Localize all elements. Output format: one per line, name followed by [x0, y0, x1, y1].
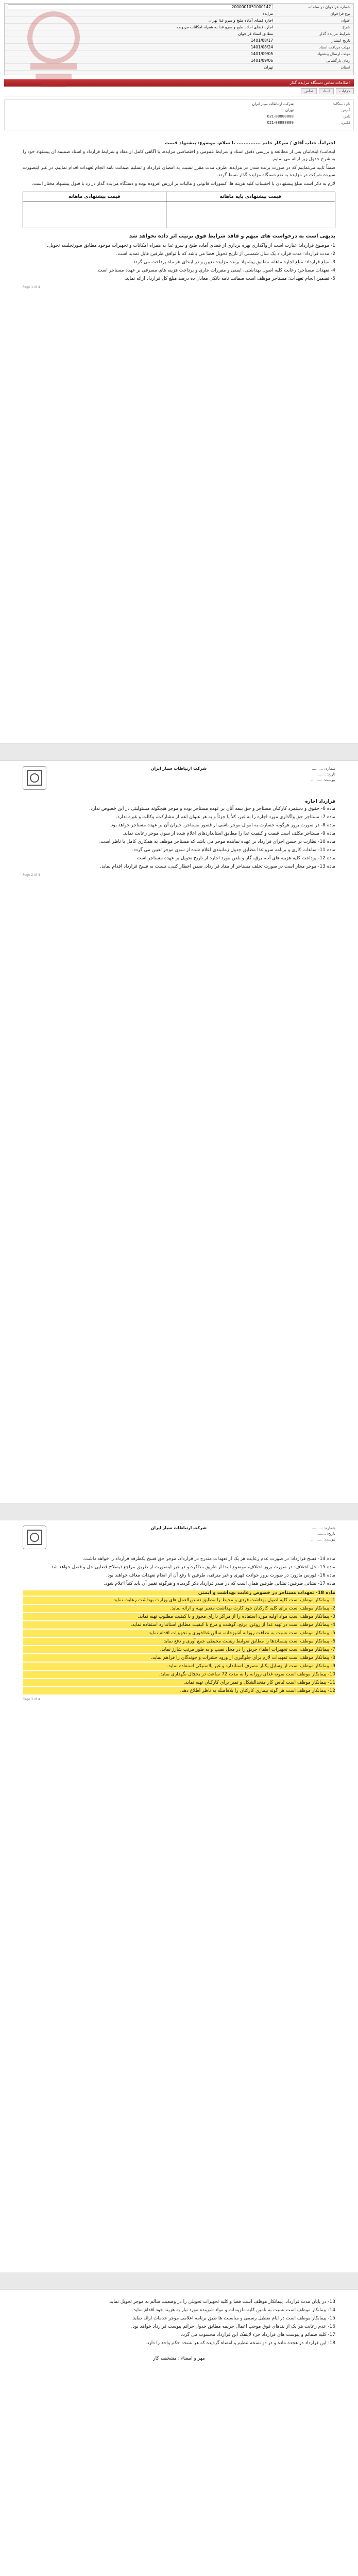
highlighted-clause: 2- پیمانکار موظف است برای کلیه کارکنان خود کارت بهداشت معتبر تهیه و ارائه نماید.: [23, 1605, 335, 1612]
form-value: 1401/08/17: [250, 38, 273, 43]
letterhead-meta: [311, 766, 335, 783]
highlighted-title: ماده 18- تعهدات مستاجر در خصوص رعایت بهداشت و ایمنی: [23, 1590, 335, 1596]
page-footer: Page 1 of 4: [23, 285, 40, 289]
page3-clause: ماده 14- فسخ قرارداد: در صورت عدم رعایت هر یک از تعهدات مندرج در قرارداد، موجر حق فسخ یکطرفه قرارداد را خواهد داشت.: [82, 1556, 335, 1562]
form-value: مزایده: [262, 11, 273, 16]
contact-row: [8, 108, 350, 114]
page4-clause: 18- این قرارداد در هجده ماده و در دو نسخه تنظیم و امضاء گردیده که هر نسخه حکم واحد را دارد.: [145, 2341, 335, 2346]
proposal-table: [23, 192, 335, 228]
tab-documents[interactable]: اسناد: [319, 88, 334, 94]
form-label: استان: [340, 64, 350, 70]
page4-clause: 14- پیمانکار موظف است نسبت به تامین کلیه ملزومات و مواد شوینده مورد نیاز به هزینه خود اقدام نماید.: [132, 2308, 335, 2313]
form-value: مطابق اسناد فراخوان: [238, 31, 273, 36]
highlighted-clause: 7- پیمانکار موظف است تجهیزات اطفاء حریق را در محل نصب و به طور مرتب شارژ نماید.: [23, 1646, 335, 1653]
tab-contact[interactable]: تماس: [301, 88, 317, 94]
contact-val: شرکت ارتباطات سیار ایران: [252, 102, 294, 106]
page1-paragraph: اینجانب/ اینجانبان پس از مطالعه و بررسی دقیق اسناد و شرایط عمومی و اختصاصی مزایده، با آگاهی کامل از مفاد و شرایط قرارداد و اسناد ضمیمه آن پیشنهاد خود را به شرح جدول زیر ارائه می نمایم.: [23, 149, 335, 162]
page2-clause: ماده 10- نظارت بر حسن اجرای قرارداد بر عهده نماینده موجر می باشد که مستاجر موظف به همکاری کامل با ناظر است.: [99, 839, 335, 844]
meta-line: تاریخ: ..........: [314, 772, 335, 776]
highlighted-clause: 11- پیمانکار موظف است لباس کار متحدالشکل و تمیز برای کارکنان تهیه نماید.: [23, 1679, 335, 1686]
meta-line: پیوست: ..........: [311, 1537, 335, 1541]
signature-line: مهر و امضاء : مشخصه کار: [153, 2356, 205, 2361]
meta-line: پیوست: ..........: [311, 778, 335, 782]
page1-clause: 2- مدت قرارداد: مدت قرارداد یک سال شمسی از تاریخ تحویل فضا می باشد که با توافق طرفین قابل تمدید است.: [116, 251, 335, 257]
contact-key: فکس:: [340, 121, 350, 125]
letterhead-meta: [311, 1526, 335, 1543]
highlighted-clause: 10- پیمانکار موظف است نمونه غذای روزانه را به مدت 72 ساعت در یخچال نگهداری نماید.: [23, 1671, 335, 1678]
contact-val: تهران: [285, 108, 294, 112]
page-footer: Page 3 of 4: [23, 1698, 40, 1701]
highlighted-clause: 5- پیمانکار موظف است نسبت به نظافت روزانه آشپزخانه، سالن غذاخوری و تجهیزات اقدام نماید.: [23, 1630, 335, 1637]
letterhead: [5, 761, 353, 792]
page2-title: قرارداد اجاره: [305, 799, 335, 804]
form-label: تاریخ انتشار: [331, 38, 350, 43]
contact-key: آدرس:: [340, 108, 350, 112]
proposal-cell-offer[interactable]: [23, 201, 166, 228]
page1-notice: بدیهی است به درخواست های مبهم و فاقد شرایط فوق ترتیب اثر داده نخواهد شد: [129, 233, 335, 239]
form-value[interactable]: 2000001051000147: [8, 4, 273, 9]
form-label: مهلت ارسال پیشنهاد: [317, 51, 350, 56]
org-logo: [23, 766, 46, 790]
proposal-cell-base[interactable]: [166, 201, 335, 228]
meta-line: تاریخ: ..........: [314, 1532, 335, 1536]
page2-clause: ماده 12- پرداخت کلیه هزینه های آب، برق، گاز و تلفن مورد اجاره از تاریخ تحویل بر عهده مستاجر است.: [135, 856, 335, 861]
page1-clause: 4- تعهدات مستاجر: رعایت کلیه اصول بهداشتی، ایمنی و مقررات جاری و پرداخت هزینه های مصرفی بر عهده مستاجر است.: [96, 268, 335, 273]
contact-row: [8, 114, 350, 121]
contact-key: تلفن:: [342, 114, 350, 118]
form-label: نوع فراخوان: [330, 11, 350, 16]
form-value: اجاره فضای آماده طبخ و سرو غذا به همراه امکانات مربوطه: [176, 24, 273, 29]
scan-page-2: [5, 761, 353, 1503]
page1-clause: 3- مبلغ قرارداد: مبلغ اجاره ماهانه مطابق پیشنهاد برنده مزایده تعیین و در ابتدای هر ماه پرداخت می گردد.: [131, 260, 335, 265]
page1-intro: احتراماً، جناب آقای / سرکار خانم .............. با سلام، موضوع: پیشنهاد قیمت: [165, 141, 335, 146]
form-label: زمان بازگشایی: [326, 58, 350, 63]
form-label: مهلت دریافت اسناد: [319, 44, 350, 49]
form-label: شرح: [342, 24, 350, 29]
page-separator: [0, 2273, 358, 2290]
scan-page-3: [5, 1520, 353, 2273]
page4-clause: 15- پیمانکار موظف است در ایام تعطیل رسمی و مناسبت ها طبق برنامه اعلامی موجر خدمات ارائه نماید.: [131, 2316, 335, 2321]
page4-clause: 16- عدم رعایت هر یک از بندهای فوق موجب اعمال جریمه مطابق جدول جرائم پیوست قرارداد خواهد بود.: [131, 2324, 335, 2329]
form-label: شرایط مزایده گذار: [319, 31, 350, 36]
watermark-logo: [15, 7, 92, 94]
page1-paragraph: لازم به ذکر است مبلغ پیشنهادی با احتساب کلیه هزینه ها، کسورات قانونی و مالیات بر ارزش افزوده بوده و دستگاه مزایده گذار در رد یا قبول پیشنهاد مختار است.: [31, 181, 335, 187]
form-value: 1401/09/06: [250, 58, 273, 63]
highlighted-clause: 4- پیمانکار موظف است در تهیه غذا از روغن، برنج، گوشت و مرغ با کیفیت مطابق استاندارد استفاده نماید.: [23, 1621, 335, 1629]
proposal-col-base: قیمت پیشنهادی پایه ماهانه: [166, 192, 335, 201]
form-label: شماره فراخوان در سامانه: [308, 4, 350, 9]
form-value: اجاره فضای آماده طبخ و سرو غذا تهران: [208, 18, 273, 23]
letterhead: [5, 1520, 353, 1551]
scan-page-1: [5, 135, 353, 743]
scan-page-4: [5, 2290, 353, 2576]
highlighted-clause: 12- پیمانکار موظف است هر گونه بیماری کارکنان را بلافاصله به ناظر اطلاع دهد.: [23, 1687, 335, 1694]
org-logo: [23, 1526, 46, 1549]
page4-clause: 17- کلیه ضمائم و پیوست های قرارداد جزء لاینفک این قرارداد محسوب می گردد.: [179, 2332, 335, 2337]
highlighted-clause: 9- پیمانکار موظف است از وسایل یکبار مصرف استاندارد و غیر پلاستیکی استفاده نماید.: [23, 1663, 335, 1670]
contact-key: نام دستگاه:: [333, 102, 350, 106]
contact-row: [8, 121, 350, 127]
form-value: تهران: [264, 64, 273, 70]
form-label: عنوان: [340, 18, 350, 23]
form-value: 1401/08/24: [250, 44, 273, 49]
page1-clause: 5- تضمین انجام تعهدات: مستاجر موظف است ضمانت نامه بانکی معادل ده درصد مبلغ کل قرارداد ارائه نماید.: [124, 276, 335, 281]
highlighted-clause: 6- پیمانکار موظف است پسماندها را مطابق ضوابط زیست محیطی جمع آوری و دفع نماید.: [23, 1638, 335, 1645]
org-name: شرکت ارتباطات سیار ایران: [150, 766, 207, 771]
contact-box: [4, 99, 354, 130]
page2-clause: ماده 9- مستاجر مکلف است قیمت و کیفیت غذا را مطابق استانداردهای اعلام شده از سوی موجر رعایت نماید.: [122, 831, 335, 836]
org-name: شرکت ارتباطات سیار ایران: [150, 1526, 207, 1530]
page3-clause: ماده 16- فورس ماژور: در صورت بروز حوادث قهری و غیر مترقبه، طرفین تا رفع آن از انجام تعهدات معاف خواهند بود.: [106, 1573, 335, 1578]
highlighted-clause: 3- پیمانکار موظف است مواد اولیه مورد استفاده را از مراکز دارای مجوز و با کیفیت مطلوب تهیه نماید.: [23, 1613, 335, 1620]
contact-val: 021-88888888: [267, 114, 294, 118]
page3-clause: ماده 15- حل اختلاف: در صورت بروز اختلاف، موضوع ابتدا از طریق مذاکره و در غیر اینصورت از طریق مراجع ذیصلاح قضایی حل و فصل خواهد شد.: [49, 1565, 335, 1570]
logo-icon: [26, 1529, 43, 1546]
form-value: 1401/09/05: [250, 51, 273, 56]
logo-icon: [26, 769, 43, 787]
highlighted-clause: 1- پیمانکار موظف است کلیه اصول بهداشت فردی و محیط را مطابق دستورالعمل های وزارت بهداشت رعایت نماید.: [23, 1597, 335, 1604]
page2-clause: ماده 7- مستاجر حق واگذاری مورد اجاره را به غیر، کلاً یا جزئاً و به هر عنوان اعم از مشارکت، وکالت و غیره ندارد.: [116, 815, 335, 820]
page-separator: [0, 743, 358, 761]
proposal-col-offer: قیمت پیشنهادی ماهانه: [23, 192, 166, 201]
tab-details[interactable]: جزئیات: [336, 88, 354, 94]
page4-clause: 13- در پایان مدت قرارداد، پیمانکار موظف است فضا و کلیه تجهیزات تحویلی را در وضعیت سالم به موجر تحویل نماید.: [108, 2299, 335, 2304]
page2-clause: ماده 11- ساعات کاری و برنامه سرو غذا مطابق جدول زمانبندی اعلام شده از سوی موجر تعیین می گردد.: [132, 848, 335, 853]
page-footer: Page 2 of 4: [23, 873, 40, 877]
page3-clause: ماده 17- نشانی طرفین: نشانی طرفین همان است که در صدر قرارداد ذکر گردیده و هرگونه تغییر آن باید کتباً اعلام شود.: [104, 1581, 335, 1586]
page2-clause: ماده 8- در صورت بروز هرگونه خسارت به اموال موجر ناشی از قصور مستاجر، جبران آن بر عهده مستاجر خواهد بود.: [109, 823, 335, 828]
page1-clause: 1- موضوع قرارداد: عبارت است از واگذاری بهره برداری از فضای آماده طبخ و سرو غذا به همراه امکانات و تجهیزات موجود مطابق صورتجلسه تحویل.: [47, 243, 335, 248]
page2-clause: ماده 6- حقوق و دستمزد کارکنان مستاجر و حق بیمه آنان بر عهده مستاجر بوده و موجر هیچگونه مسئولیتی در این خصوص ندارد.: [89, 806, 335, 811]
contact-section-header: اطلاعات تماس دستگاه مزایده گذار: [4, 79, 354, 87]
meta-line: شماره: ..........: [312, 767, 335, 771]
page-separator: [0, 1503, 358, 1520]
contact-val: 021-88888889: [267, 121, 294, 125]
tender-form: [4, 3, 354, 75]
highlighted-clause: 8- پیمانکار موظف است تمهیدات لازم برای جلوگیری از ورود حشرات و جوندگان را فراهم نماید.: [23, 1654, 335, 1662]
page2-clause: ماده 13- موجر مجاز است در صورت تخلف مستاجر از مفاد قرارداد، ضمن اخطار کتبی، نسبت به فسخ قرارداد اقدام نماید.: [100, 864, 335, 869]
contact-row: [8, 102, 350, 108]
meta-line: شماره: ..........: [312, 1526, 335, 1530]
page1-paragraph: ضمناً تایید می‌نماییم که در صورت برنده شدن در مزایده، ظرف مدت مقرر نسبت به امضای قرارداد و تسلیم ضمانت نامه انجام تعهدات اقدام نماییم، در غیر اینصورت سپرده شرکت در مزایده به نفع دستگاه مزایده گذار ضبط گردد.: [23, 165, 335, 178]
